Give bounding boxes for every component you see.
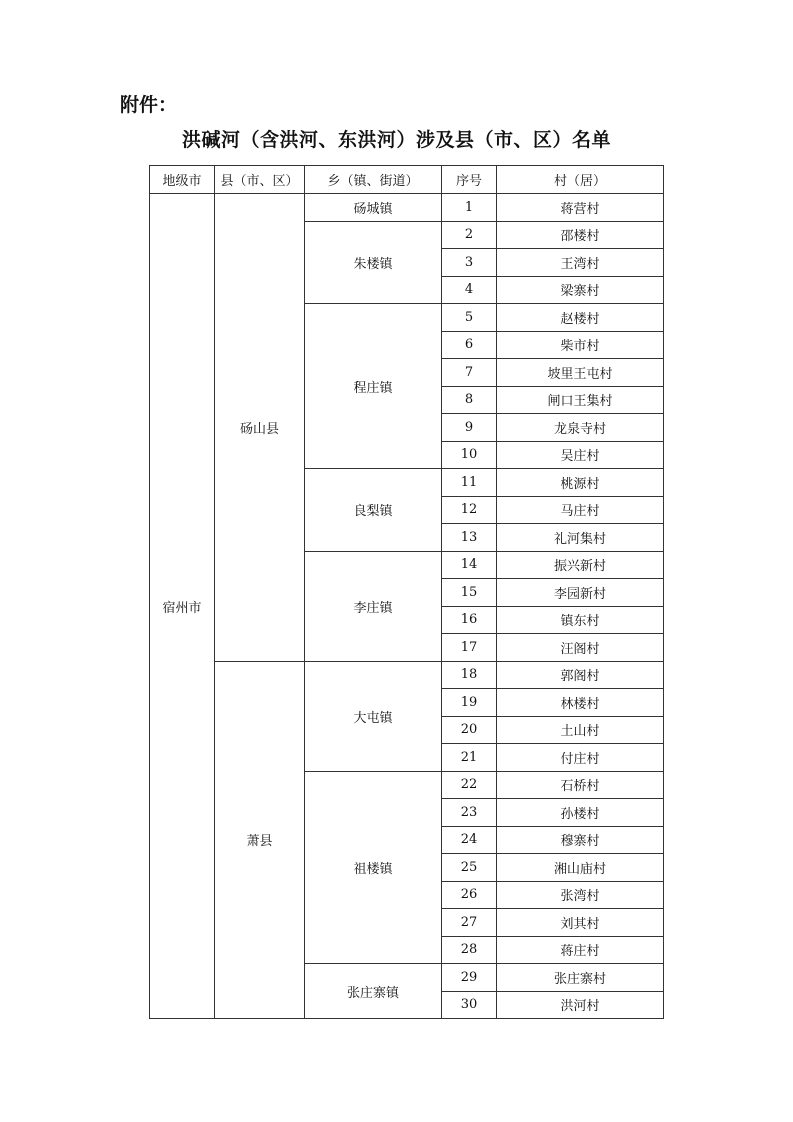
village-cell: 郭阁村: [497, 661, 664, 689]
city-cell: 宿州市: [150, 194, 215, 1019]
village-cell: 桃源村: [497, 469, 664, 497]
no-cell: 24: [442, 826, 497, 854]
header-county: 县（市、区）: [215, 166, 305, 194]
no-cell: 12: [442, 496, 497, 524]
no-cell: 18: [442, 661, 497, 689]
no-cell: 16: [442, 606, 497, 634]
no-cell: 25: [442, 854, 497, 882]
no-cell: 8: [442, 386, 497, 414]
town-cell: 砀城镇: [305, 194, 442, 222]
header-town: 乡（镇、街道）: [305, 166, 442, 194]
no-cell: 28: [442, 936, 497, 964]
no-cell: 13: [442, 524, 497, 552]
no-cell: 4: [442, 276, 497, 304]
town-cell: 大屯镇: [305, 661, 442, 771]
village-cell: 洪河村: [497, 991, 664, 1019]
village-cell: 闸口王集村: [497, 386, 664, 414]
no-cell: 15: [442, 579, 497, 607]
no-cell: 19: [442, 689, 497, 717]
village-cell: 坡里王屯村: [497, 359, 664, 387]
village-cell: 付庄村: [497, 744, 664, 772]
county-cell: 砀山县: [215, 194, 305, 662]
no-cell: 14: [442, 551, 497, 579]
no-cell: 5: [442, 304, 497, 332]
no-cell: 30: [442, 991, 497, 1019]
no-cell: 29: [442, 964, 497, 992]
header-village: 村（居）: [497, 166, 664, 194]
town-cell: 良梨镇: [305, 469, 442, 552]
no-cell: 6: [442, 331, 497, 359]
village-cell: 孙楼村: [497, 799, 664, 827]
village-cell: 石桥村: [497, 771, 664, 799]
village-cell: 湘山庙村: [497, 854, 664, 882]
no-cell: 26: [442, 881, 497, 909]
no-cell: 11: [442, 469, 497, 497]
village-cell: 龙泉寺村: [497, 414, 664, 442]
table-row: [150, 194, 664, 222]
document-title: 洪碱河（含洪河、东洪河）涉及县（市、区）名单: [181, 129, 611, 151]
no-cell: 3: [442, 249, 497, 277]
village-cell: 镇东村: [497, 606, 664, 634]
no-cell: 27: [442, 909, 497, 937]
table-header-row: [150, 166, 664, 194]
header-city: 地级市: [150, 166, 215, 194]
table-row: [150, 661, 664, 689]
village-cell: 张庄寨村: [497, 964, 664, 992]
no-cell: 10: [442, 441, 497, 469]
attachment-label: 附件：: [120, 94, 178, 116]
town-cell: 朱楼镇: [305, 221, 442, 304]
town-cell: 程庄镇: [305, 304, 442, 469]
no-cell: 2: [442, 221, 497, 249]
village-cell: 马庄村: [497, 496, 664, 524]
village-cell: 邵楼村: [497, 221, 664, 249]
village-cell: 柴市村: [497, 331, 664, 359]
no-cell: 9: [442, 414, 497, 442]
no-cell: 17: [442, 634, 497, 662]
village-cell: 吴庄村: [497, 441, 664, 469]
village-cell: 张湾村: [497, 881, 664, 909]
village-cell: 礼河集村: [497, 524, 664, 552]
village-cell: 穆寨村: [497, 826, 664, 854]
village-cell: 蒋营村: [497, 194, 664, 222]
village-cell: 刘其村: [497, 909, 664, 937]
village-list-table: [149, 165, 664, 1019]
no-cell: 1: [442, 194, 497, 222]
town-cell: 祖楼镇: [305, 771, 442, 964]
village-cell: 梁寨村: [497, 276, 664, 304]
town-cell: 李庄镇: [305, 551, 442, 661]
town-cell: 张庄寨镇: [305, 964, 442, 1019]
no-cell: 23: [442, 799, 497, 827]
village-cell: 王湾村: [497, 249, 664, 277]
no-cell: 22: [442, 771, 497, 799]
no-cell: 20: [442, 716, 497, 744]
village-cell: 赵楼村: [497, 304, 664, 332]
no-cell: 7: [442, 359, 497, 387]
village-cell: 蒋庄村: [497, 936, 664, 964]
village-cell: 振兴新村: [497, 551, 664, 579]
no-cell: 21: [442, 744, 497, 772]
village-cell: 林楼村: [497, 689, 664, 717]
village-cell: 汪阁村: [497, 634, 664, 662]
header-no: 序号: [442, 166, 497, 194]
village-cell: 李园新村: [497, 579, 664, 607]
village-cell: 土山村: [497, 716, 664, 744]
county-cell: 萧县: [215, 661, 305, 1019]
